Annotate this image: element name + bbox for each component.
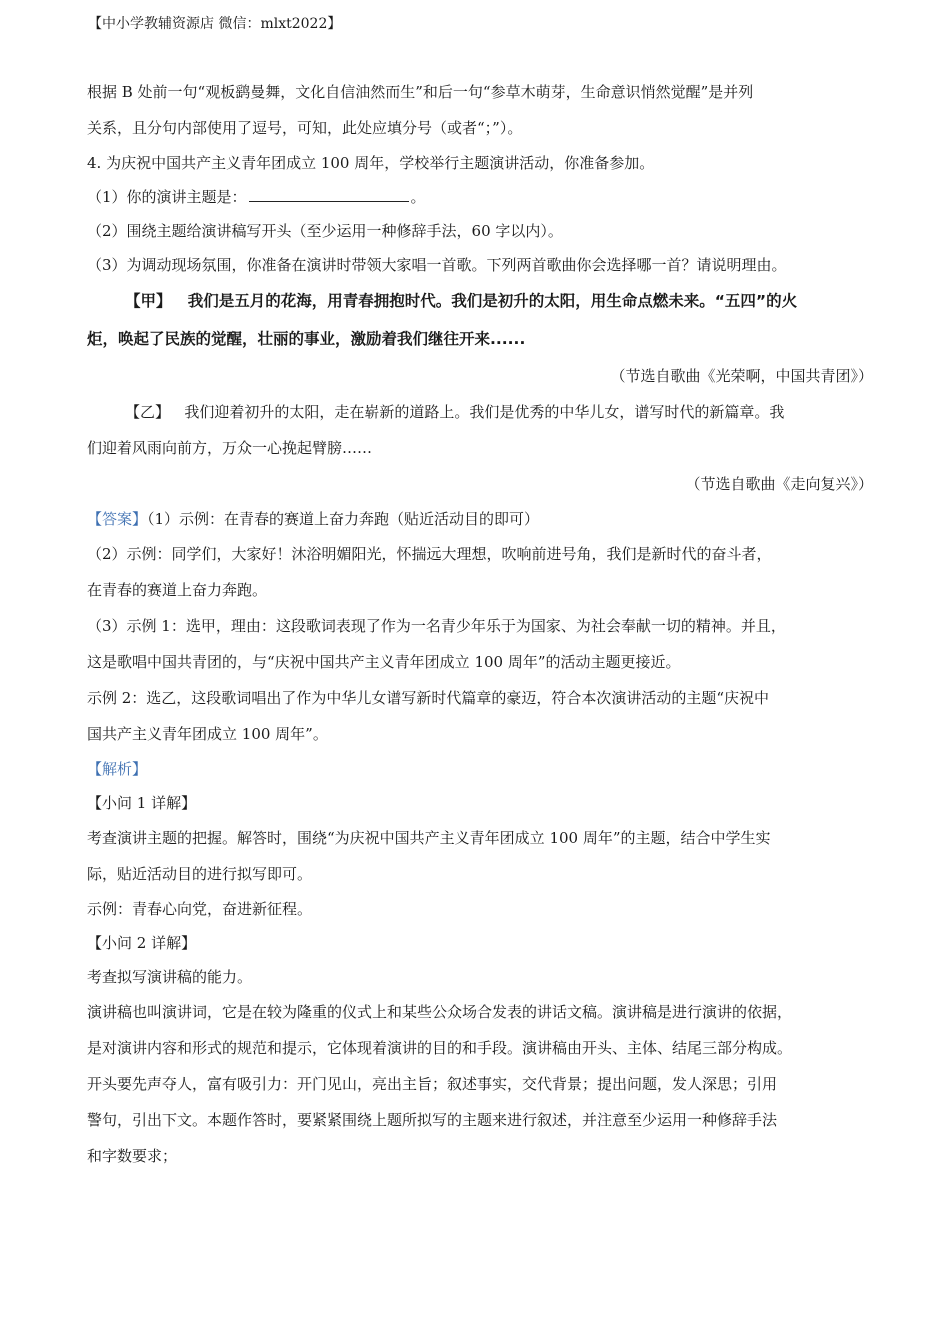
analysis-sub-1-title: 【小问 1 详解】 xyxy=(87,794,197,812)
lyric-jia-text-1: 我们是五月的花海，用青春拥抱时代。我们是初升的太阳，用生命点燃未来。“五四”的火 xyxy=(187,292,798,310)
answer-part-3-line-4: 国共产主义青年团成立 100 周年”。 xyxy=(87,725,328,743)
lyric-yi-line-1 xyxy=(87,394,873,430)
analysis-sub-2-line-5: 警句，引出下文。本题作答时，要紧紧围绕上题所拟写的主题来进行叙述，并注意至少运用一种修辞手法 xyxy=(87,1111,778,1129)
answer-blank xyxy=(249,187,409,202)
answer-part-2-line-2: 在青春的赛道上奋力奔跑。 xyxy=(87,581,268,599)
lyric-jia-line-1 xyxy=(87,282,873,320)
analysis-sub-2-line-3: 是对演讲内容和形式的规范和提示，它体现着演讲的目的和手段。演讲稿由开头、主体、结尾三部分构成。 xyxy=(87,1039,793,1057)
answer-part-3-line-2: 这是歌唱中国共青团的，与“庆祝中国共产主义青年团成立 100 周年”的活动主题更接近。 xyxy=(87,653,681,671)
question-part-2: （2）围绕主题给演讲稿写开头（至少运用一种修辞手法，60 字以内）。 xyxy=(87,222,563,240)
question-part-3: （3）为调动现场氛围，你准备在演讲时带领大家唱一首歌。下列两首歌曲你会选择哪一首？请说明理由。 xyxy=(87,256,787,274)
analysis-sub-2-line-4: 开头要先声夺人，富有吸引力：开门见山，亮出主旨；叙述事实，交代背景；提出问题，发人深思；引用 xyxy=(87,1075,778,1093)
answer-part-1 xyxy=(87,502,873,536)
analysis-sub-1-example: 示例：青春心向党，奋进新征程。 xyxy=(87,900,313,918)
lyric-jia-line-2: 炬，唤起了民族的觉醒，壮丽的事业，激励着我们继往开来...... xyxy=(87,330,526,348)
analysis-label: 【解析】 xyxy=(87,760,148,778)
answer-part-3-line-1: （3）示例 1：选甲，理由：这段歌词表现了作为一名青少年乐于为国家、为社会奉献一切的精神。并且， xyxy=(87,617,786,635)
analysis-sub-1-line-1: 考查演讲主题的把握。解答时，围绕“为庆祝中国共产主义青年团成立 100 周年”的主题，结合中学生实 xyxy=(87,829,771,847)
lyric-jia-label: 【甲】 xyxy=(125,292,172,310)
page-header-watermark: 【中小学教辅资源店 微信：mlxt2022】 xyxy=(88,16,342,32)
analysis-sub-1-line-2: 际，贴近活动目的进行拟写即可。 xyxy=(87,865,313,883)
analysis-sub-2-title: 【小问 2 详解】 xyxy=(87,934,197,952)
lyric-yi-label: 【乙】 xyxy=(125,403,171,421)
analysis-sub-2-line-1: 考查拟写演讲稿的能力。 xyxy=(87,968,253,986)
lyric-yi-line-2: 们迎着风雨向前方，万众一心挽起臂膀…… xyxy=(87,439,373,457)
prev-explanation-line-1: 根据 B 处前一句“观板鹞曼舞，文化自信油然而生”和后一句“参草木萌芽，生命意识悄然觉醒”是并列 xyxy=(87,83,754,101)
analysis-sub-2-line-6: 和字数要求； xyxy=(87,1147,178,1165)
document-body xyxy=(87,74,873,1174)
answer-label: 【答案】 xyxy=(87,510,148,528)
question-part-1 xyxy=(87,180,873,214)
answer-part-1-text: （1）示例：在青春的赛道上奋力奔跑（贴近活动目的即可） xyxy=(147,510,540,528)
question-part-1-prefix: （1）你的演讲主题是： xyxy=(87,188,247,206)
lyric-yi-text-1: 我们迎着初升的太阳，走在崭新的道路上。我们是优秀的中华儿女，谱写时代的新篇章。我 xyxy=(184,403,785,421)
question-part-1-suffix: 。 xyxy=(410,188,426,206)
answer-part-3-line-3: 示例 2：选乙，这段歌词唱出了作为中华儿女谱写新时代篇章的豪迈，符合本次演讲活动的主题“庆祝中 xyxy=(87,689,769,707)
answer-part-2-line-1: （2）示例：同学们，大家好！沐浴明媚阳光，怀揣远大理想，吹响前进号角，我们是新时代的奋斗者， xyxy=(87,545,772,563)
question-stem: 4. 为庆祝中国共产主义青年团成立 100 周年，学校举行主题演讲活动，你准备参加。 xyxy=(87,154,655,172)
analysis-sub-2-line-2: 演讲稿也叫演讲词，它是在较为隆重的仪式上和某些公众场合发表的讲话文稿。演讲稿是进行演讲的依据， xyxy=(87,1003,793,1021)
prev-explanation-line-2: 关系，且分句内部使用了逗号，可知，此处应填分号（或者“；”）。 xyxy=(87,119,523,137)
lyric-jia-source: （节选自歌曲《光荣啊，中国共青团》） xyxy=(610,367,873,385)
lyric-yi-source: （节选自歌曲《走向复兴》） xyxy=(685,475,873,493)
